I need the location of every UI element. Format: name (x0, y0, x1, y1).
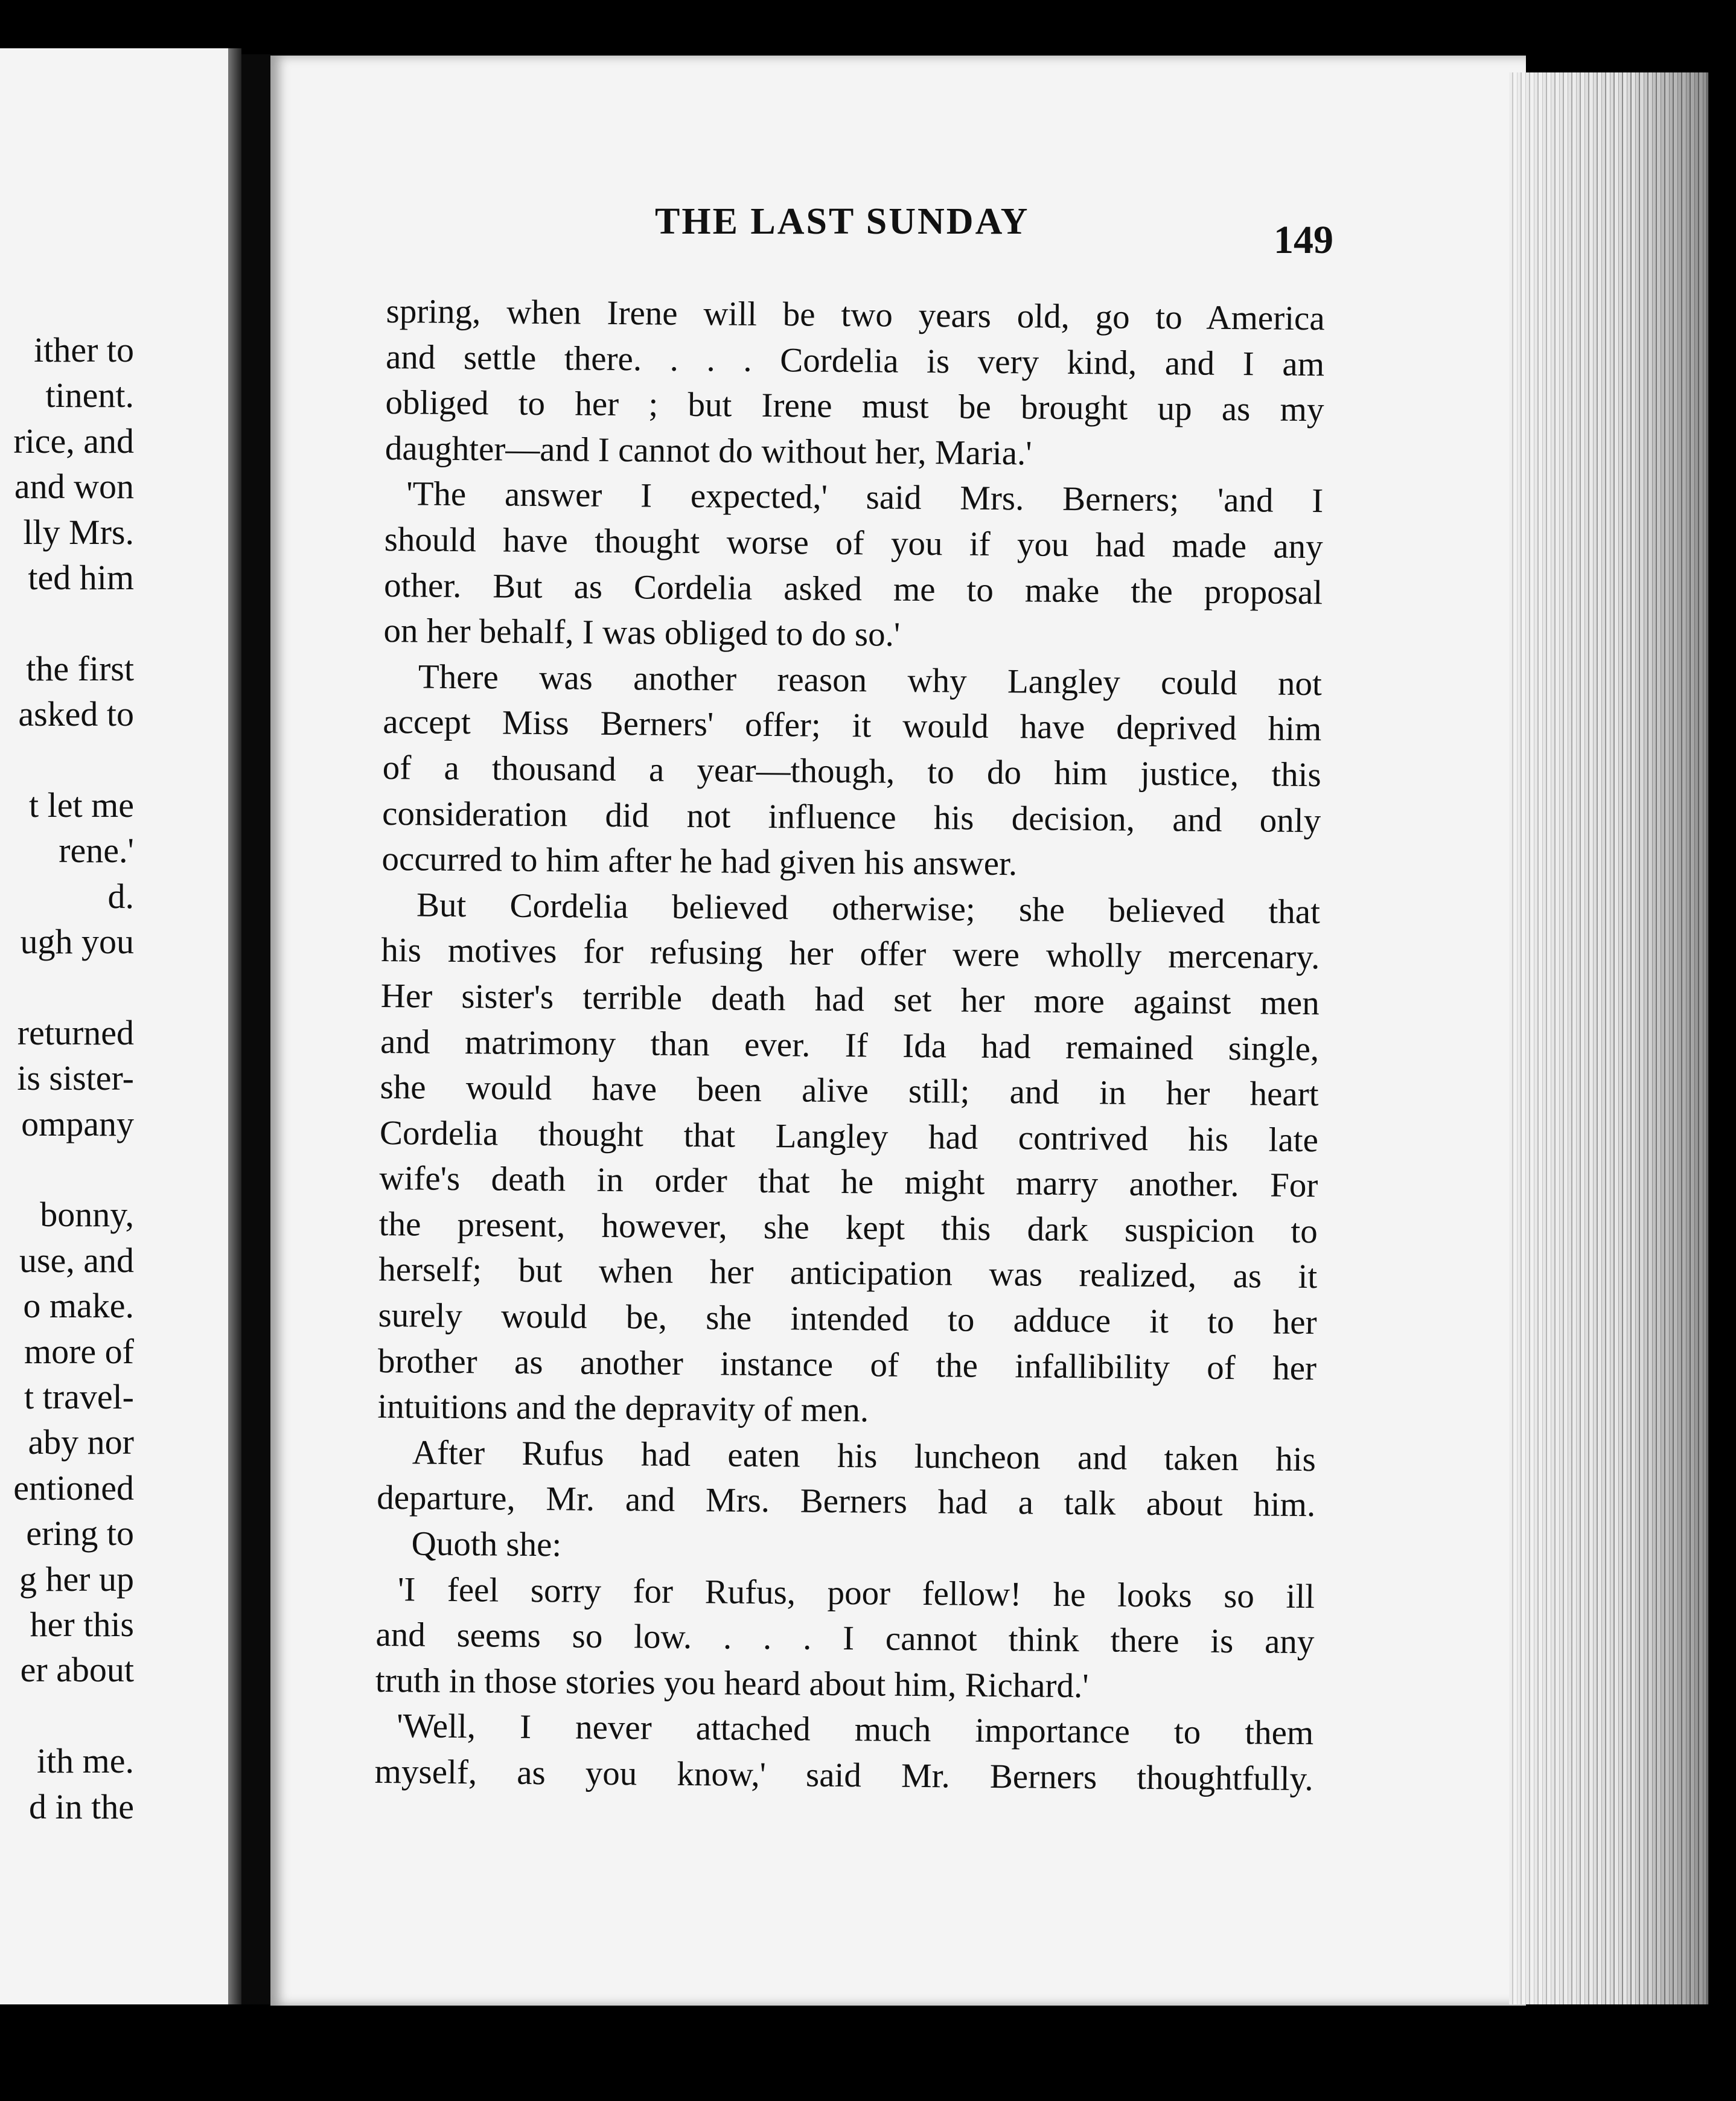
text-line: intuitions and the depravity of men. (377, 1387, 869, 1430)
left-page-line: er about (20, 1650, 134, 1690)
body-text (374, 289, 1325, 1802)
text-line: 'The answer I expected,' said Mrs. Berners; 'and I (406, 475, 1324, 520)
text-line: occurred to him after he had given his answer. (381, 840, 1018, 883)
left-page-line: returned (17, 1012, 134, 1052)
page-number: 149 (1274, 218, 1333, 262)
text-line: herself; but when her anticipation was realized, as it (378, 1250, 1318, 1296)
text-line: Cordelia thought that Langley had contrived his late (379, 1113, 1319, 1159)
left-page-text (0, 327, 134, 1829)
left-page-line: aby nor (28, 1422, 134, 1462)
left-page-line: ither to (34, 330, 134, 369)
left-page-line: ompany (21, 1104, 134, 1143)
left-page-line: ith me. (36, 1741, 134, 1781)
left-page (0, 48, 241, 2004)
text-line: myself, as you know,' said Mr. Berners thoughtfully. (374, 1752, 1313, 1799)
left-page-gutter-shadow (228, 48, 241, 2004)
left-page-line: d. (107, 876, 134, 916)
left-page-line: is sister- (17, 1058, 134, 1098)
left-page-line: entioned (13, 1468, 134, 1508)
text-line: truth in those stories you heard about him, Richard.' (375, 1661, 1089, 1706)
text-line: surely would be, she intended to adduce it to her (378, 1296, 1317, 1342)
left-page-line (0, 1693, 134, 1738)
text-line: she would have been alive still; and in her heart (380, 1068, 1319, 1114)
text-line: departure, Mr. and Mrs. Berners had a talk about him. (377, 1479, 1316, 1524)
left-page-line: rene.' (59, 831, 134, 871)
text-line: Her sister's terrible death had set her more against men (380, 976, 1320, 1023)
left-page-line: more of (24, 1331, 134, 1371)
left-page-line: rice, and (13, 421, 134, 461)
left-page-line (0, 964, 134, 1009)
page-edges (1509, 72, 1708, 2004)
text-line: obliged to her ; but Irene must be brought up as my (385, 383, 1324, 429)
left-page-line: ering to (26, 1514, 134, 1553)
text-line: consideration did not influence his decision, and only (381, 794, 1321, 840)
left-page-line: bonny, (40, 1195, 134, 1235)
text-line: brother as another instance of the infallibility of her (377, 1342, 1317, 1387)
text-line: should have thought worse of you if you had made any (384, 520, 1323, 566)
left-page-line: ted him (28, 557, 134, 597)
text-line: and settle there. . . . Cordelia is very kind, and I am (385, 337, 1325, 383)
left-page-line: ugh you (20, 922, 134, 962)
left-page-line: and won (14, 467, 134, 507)
left-page-line: d in the (29, 1786, 134, 1826)
left-page-line: o make. (23, 1286, 134, 1326)
left-page-line: tinent. (45, 376, 134, 415)
left-page-line: t travel- (24, 1377, 134, 1416)
text-line: on her behalf, I was obliged to do so.' (383, 612, 901, 654)
left-page-line: the first (26, 648, 134, 688)
text-line: Quoth she: (411, 1524, 562, 1564)
book-binding (241, 54, 272, 2004)
text-line: 'Well, I never attached much importance to them (397, 1707, 1314, 1753)
left-page-line: g her up (19, 1559, 134, 1599)
text-line: daughter—and I cannot do without her, Maria.' (385, 429, 1032, 473)
left-page-line: use, and (19, 1240, 134, 1280)
left-page-line: her this (30, 1604, 134, 1644)
left-page-line: asked to (18, 694, 134, 734)
text-line: and seems so low. . . . I cannot think there is any (375, 1616, 1315, 1661)
text-line: the present, however, she kept this dark suspicion to (378, 1204, 1318, 1251)
text-line: After Rufus had eaten his luncheon and taken his (412, 1433, 1316, 1479)
left-page-line: t let me (29, 785, 134, 825)
left-page-line (0, 1146, 134, 1192)
text-line: of a thousand a year—though, to do him justice, this (382, 748, 1321, 795)
text-line: accept Miss Berners' offer; it would have deprived him (383, 703, 1322, 749)
left-page-line: lly Mrs. (23, 512, 134, 552)
text-line: There was another reason why Langley could not (418, 657, 1323, 703)
text-line: other. But as Cordelia asked me to make the proposal (383, 566, 1323, 612)
left-page-line (0, 600, 134, 645)
text-line: 'I feel sorry for Rufus, poor fellow! he looks so ill (397, 1570, 1315, 1616)
text-line: and matrimony than ever. If Ida had remained single, (380, 1022, 1320, 1068)
text-line: spring, when Irene will be two years old, go to America (386, 292, 1325, 338)
running-head-title: THE LAST SUNDAY (655, 201, 1030, 242)
text-line: his motives for refusing her offer were wholly mercenary. (381, 931, 1320, 977)
text-line: wife's death in order that he might marry another. For (379, 1159, 1318, 1205)
left-page-line (0, 737, 134, 782)
text-line: But Cordelia believed otherwise; she believed that (416, 886, 1321, 931)
